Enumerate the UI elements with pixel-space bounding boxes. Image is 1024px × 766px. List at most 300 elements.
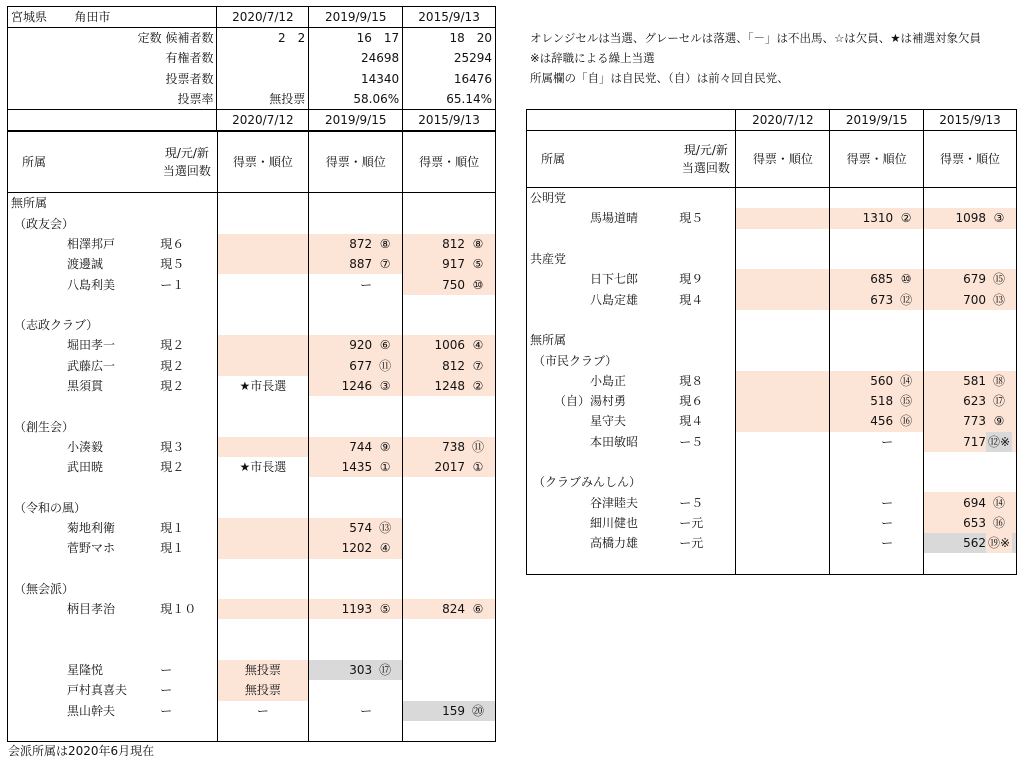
candidate-name-cell xyxy=(527,269,677,289)
candidate-status: ー５ xyxy=(676,432,736,452)
votes-rank-cell xyxy=(309,376,403,396)
votes-rank-cell xyxy=(309,437,403,457)
candidate-status: 現２ xyxy=(157,457,217,477)
votes-rank-cell xyxy=(309,254,403,274)
candidate-row xyxy=(8,254,496,274)
candidate-name-cell xyxy=(8,335,158,355)
candidate-row xyxy=(527,411,1017,431)
vote-count: 677 xyxy=(349,358,373,373)
vote-count: 700 xyxy=(963,292,986,307)
vote-count: 581 xyxy=(963,373,986,388)
candidate-name: 本田敏昭 xyxy=(590,434,639,449)
prior-party: （自） xyxy=(553,394,590,409)
result-2020 xyxy=(217,538,309,558)
footnote: 会派所属は2020年6月現在 xyxy=(8,744,155,758)
vote-count: ー xyxy=(881,515,894,530)
date-2020: 2020/7/12 xyxy=(217,7,309,28)
faction-row xyxy=(8,213,496,233)
candidate-name: 湯村勇 xyxy=(590,394,627,409)
votes-rank-cell xyxy=(403,599,496,619)
blank-row xyxy=(527,310,1017,330)
candidate-status: ー xyxy=(157,680,217,700)
summary-2015: 65.14% xyxy=(403,89,496,110)
vote-count: 694 xyxy=(963,495,986,510)
rank-mark: ⑪ xyxy=(379,358,392,373)
summary-row xyxy=(8,89,496,110)
votes-rank-cell xyxy=(403,335,496,355)
candidate-status: 現６ xyxy=(676,391,736,411)
date-2019-repeat: 2019/9/15 xyxy=(309,110,403,131)
vote-count: 917 xyxy=(442,257,465,272)
vote-count: 744 xyxy=(349,439,373,454)
summary-2019: 24698 xyxy=(309,48,403,68)
rank-mark: ⑳ xyxy=(471,703,484,718)
candidate-name-cell xyxy=(527,411,677,431)
candidate-status: 現４ xyxy=(676,289,736,309)
candidate-table-left xyxy=(7,131,496,742)
votes-rank-cell xyxy=(830,492,924,512)
result-2020: 無投票 xyxy=(217,680,309,700)
result-2020 xyxy=(736,513,830,533)
blank-row xyxy=(8,559,496,579)
rank-mark: ④ xyxy=(379,541,391,556)
votes-rank-cell xyxy=(309,274,403,294)
votes-rank-cell xyxy=(924,513,1017,533)
summary-2020 xyxy=(217,48,309,68)
votes-rank-cell xyxy=(924,208,1017,228)
candidate-name-cell xyxy=(8,660,158,680)
rank-mark: ⑱ xyxy=(992,373,1005,388)
votes-rank-cell xyxy=(403,254,496,274)
candidate-name: 八島利美 xyxy=(67,277,116,292)
votes-rank-cell xyxy=(403,518,496,538)
vote-count: 562 xyxy=(963,536,986,551)
rank-mark: ⑲※ xyxy=(986,533,1012,553)
candidate-status: 現５ xyxy=(157,254,217,274)
faction-row xyxy=(8,579,496,599)
blank-row xyxy=(527,553,1017,574)
rank-mark: ⑧ xyxy=(472,236,484,251)
vote-count: ー xyxy=(881,495,894,510)
header-votes-2020: 得票・順位 xyxy=(217,132,309,193)
group-row xyxy=(527,188,1017,209)
result-2020 xyxy=(736,492,830,512)
vote-count: 1435 xyxy=(341,460,373,475)
candidate-name-cell xyxy=(527,391,677,411)
candidate-name-cell xyxy=(8,457,158,477)
candidate-name: 柄目孝治 xyxy=(67,602,116,617)
blank-row xyxy=(8,396,496,416)
candidate-name-cell xyxy=(8,701,158,721)
rank-mark: ① xyxy=(472,460,484,475)
blank-cell xyxy=(8,640,158,660)
candidate-status: 現１ xyxy=(157,538,217,558)
candidate-status: ー５ xyxy=(676,492,736,512)
votes-rank-cell xyxy=(403,356,496,376)
vote-count: 1248 xyxy=(434,379,465,393)
result-2020 xyxy=(217,518,309,538)
candidate-status: 現４ xyxy=(676,411,736,431)
vote-count: 1202 xyxy=(341,541,373,556)
votes-rank-cell xyxy=(309,518,403,538)
candidate-name: 菊地利衛 xyxy=(67,521,116,536)
votes-rank-cell xyxy=(309,680,403,700)
votes-rank-cell xyxy=(924,371,1017,391)
votes-rank-cell xyxy=(403,680,496,700)
blank-cell xyxy=(8,721,158,742)
candidate-name-cell xyxy=(8,376,158,396)
candidate-row xyxy=(8,599,496,619)
candidate-name: 細川健也 xyxy=(590,515,639,530)
candidate-row xyxy=(527,533,1017,553)
candidate-row xyxy=(527,371,1017,391)
votes-rank-cell xyxy=(924,492,1017,512)
summary-row xyxy=(8,48,496,68)
summary-label: 定数 候補者数 xyxy=(71,28,217,49)
group-row xyxy=(527,330,1017,350)
summary-2019: 16 17 xyxy=(309,28,403,49)
vote-count: 1246 xyxy=(341,379,373,393)
votes-rank-cell xyxy=(924,391,1017,411)
candidate-status: ー元 xyxy=(676,533,736,553)
rank-mark: ⑫ xyxy=(900,292,913,307)
prefecture: 宮城県 xyxy=(8,7,72,28)
votes-rank-cell xyxy=(924,411,1017,431)
vote-count: 685 xyxy=(870,272,894,287)
blank-row xyxy=(8,721,496,742)
resign-note: ※は辞職による繰上当選 xyxy=(530,51,655,65)
result-2020 xyxy=(736,391,830,411)
vote-count: 738 xyxy=(442,439,465,454)
rank-mark: ⑩ xyxy=(472,277,484,292)
blank-cell xyxy=(8,619,158,639)
candidate-name: 相澤邦戸 xyxy=(67,236,116,251)
rank-mark: ① xyxy=(379,460,391,475)
rank-mark: ⑰ xyxy=(992,394,1005,409)
summary-2015: 16476 xyxy=(403,69,496,89)
result-2020 xyxy=(217,234,309,254)
blank-cell xyxy=(8,295,158,315)
right-date-2019: 2019/9/15 xyxy=(830,110,924,131)
votes-rank-cell xyxy=(830,289,924,309)
candidate-row xyxy=(8,437,496,457)
votes-rank-cell xyxy=(309,701,403,721)
candidate-status: 現９ xyxy=(676,269,736,289)
candidate-name-cell xyxy=(8,518,158,538)
group-row xyxy=(527,249,1017,269)
vote-count: 560 xyxy=(870,373,894,388)
votes-rank-cell xyxy=(403,457,496,477)
candidate-name: 小島正 xyxy=(590,373,627,388)
summary-2015: 18 20 xyxy=(403,28,496,49)
rank-mark: ⑥ xyxy=(379,338,391,353)
candidate-name: 黒須貫 xyxy=(67,379,104,393)
candidate-name: 馬場道晴 xyxy=(590,211,639,226)
candidate-status: 現５ xyxy=(676,208,736,228)
faction-label: （志政クラブ） xyxy=(8,315,158,335)
votes-rank-cell xyxy=(403,660,496,680)
votes-rank-cell xyxy=(403,274,496,294)
vote-count: 2017 xyxy=(434,460,465,475)
candidate-name-cell xyxy=(527,289,677,309)
votes-rank-cell xyxy=(830,371,924,391)
candidate-name-cell xyxy=(8,599,158,619)
candidate-status: 現８ xyxy=(676,371,736,391)
result-2020 xyxy=(217,335,309,355)
candidate-name: 高橋力雄 xyxy=(590,536,639,551)
group-row xyxy=(8,193,496,214)
votes-rank-cell xyxy=(309,335,403,355)
candidate-name-cell xyxy=(8,274,158,294)
rank-mark: ⑤ xyxy=(472,257,484,272)
faction-label: （無会派） xyxy=(8,579,158,599)
candidate-name: 堀田孝一 xyxy=(67,338,116,353)
candidate-row xyxy=(8,376,496,396)
summary-2019: 14340 xyxy=(309,69,403,89)
vote-count: 456 xyxy=(870,414,894,429)
blank-cell xyxy=(527,229,677,249)
candidate-status: ー１ xyxy=(157,274,217,294)
faction-row xyxy=(527,350,1017,370)
result-2020 xyxy=(217,599,309,619)
faction-label: （政友会） xyxy=(8,213,158,233)
votes-rank-cell xyxy=(309,457,403,477)
candidate-status: 現３ xyxy=(157,437,217,457)
vote-count: 653 xyxy=(963,515,986,530)
party-note: 所属欄の「自」は自民党、（自）は前々回自民党、 xyxy=(530,71,789,85)
result-2020 xyxy=(217,274,309,294)
left-results-table xyxy=(7,6,496,742)
candidate-name-cell xyxy=(8,680,158,700)
candidate-name: 谷津睦夫 xyxy=(590,495,639,510)
vote-count: 773 xyxy=(963,414,986,429)
vote-count: 673 xyxy=(870,292,894,307)
candidate-row xyxy=(8,701,496,721)
candidate-name-cell xyxy=(527,371,677,391)
summary-label: 投票率 xyxy=(71,89,217,110)
candidate-name: 武田暁 xyxy=(67,460,104,475)
rank-mark: ⑥ xyxy=(472,602,484,617)
candidate-name: 星守夫 xyxy=(590,414,627,429)
blank-row xyxy=(8,640,496,660)
header-votes-2015: 得票・順位 xyxy=(403,132,496,193)
header-votes-2019: 得票・順位 xyxy=(309,132,403,193)
vote-count: 1310 xyxy=(862,211,894,226)
rank-mark: ⑧ xyxy=(379,236,391,251)
rank-mark: ⑰ xyxy=(379,663,392,678)
vote-count: 887 xyxy=(349,257,373,272)
result-2020 xyxy=(217,356,309,376)
vote-count: 872 xyxy=(349,236,373,251)
rank-mark: ⑨ xyxy=(379,439,391,454)
vote-count: 159 xyxy=(442,703,465,718)
candidate-row xyxy=(527,432,1017,452)
blank-cell xyxy=(8,559,158,579)
result-2020 xyxy=(736,371,830,391)
right-results-table xyxy=(526,109,1017,575)
result-2020 xyxy=(736,269,830,289)
rank-mark: ⑩ xyxy=(900,272,912,287)
votes-rank-cell xyxy=(830,269,924,289)
candidate-name-cell xyxy=(527,513,677,533)
candidate-name-cell xyxy=(8,234,158,254)
candidate-row xyxy=(8,234,496,254)
candidate-name: 小湊毅 xyxy=(67,439,104,454)
vote-count: 920 xyxy=(349,338,373,353)
votes-rank-cell xyxy=(403,234,496,254)
vote-count: 623 xyxy=(963,394,986,409)
vote-count: ー xyxy=(360,277,373,292)
candidate-name: 八島定雄 xyxy=(590,292,639,307)
candidate-status: 現２ xyxy=(157,335,217,355)
right-date-2015: 2015/9/13 xyxy=(924,110,1017,131)
date-2015: 2015/9/13 xyxy=(403,7,496,28)
vote-count: 518 xyxy=(870,394,894,409)
candidate-row xyxy=(527,391,1017,411)
city: 角田市 xyxy=(71,7,217,28)
candidate-name-cell xyxy=(8,437,158,457)
right-header-votes-2020: 得票・順位 xyxy=(736,131,830,188)
header-affiliation: 所属 xyxy=(8,132,158,193)
candidate-row xyxy=(8,538,496,558)
votes-rank-cell xyxy=(830,432,924,452)
candidate-row xyxy=(8,335,496,355)
rank-mark: ② xyxy=(472,379,484,393)
candidate-name: 渡邊誠 xyxy=(67,257,104,272)
blank-cell xyxy=(8,396,158,416)
candidate-row xyxy=(8,356,496,376)
summary-2020 xyxy=(217,69,309,89)
date-2019: 2019/9/15 xyxy=(309,7,403,28)
vote-count: ー xyxy=(881,536,894,551)
result-2020 xyxy=(736,208,830,228)
candidate-name: 菅野マホ xyxy=(67,541,116,556)
rank-mark: ③ xyxy=(379,379,391,393)
blank-row xyxy=(527,229,1017,249)
candidate-status: 現２ xyxy=(157,376,217,396)
votes-rank-cell xyxy=(309,234,403,254)
candidate-name: 星隆悦 xyxy=(67,663,104,678)
blank-cell xyxy=(527,452,677,472)
faction-row xyxy=(527,472,1017,492)
rank-mark: ⑯ xyxy=(992,515,1005,530)
vote-count: 574 xyxy=(349,521,373,536)
votes-rank-cell xyxy=(403,538,496,558)
votes-rank-cell xyxy=(924,533,1017,553)
header-status: 現/元/新 当選回数 xyxy=(157,132,217,193)
candidate-status: ー xyxy=(157,660,217,680)
votes-rank-cell xyxy=(830,533,924,553)
candidate-status: ー元 xyxy=(676,513,736,533)
votes-rank-cell xyxy=(830,391,924,411)
candidate-name: 戸村真喜夫 xyxy=(67,683,128,698)
rank-mark: ⑮ xyxy=(900,394,913,409)
result-2020: ★市長選 xyxy=(217,376,309,396)
votes-rank-cell xyxy=(403,437,496,457)
votes-rank-cell xyxy=(830,513,924,533)
candidate-name-cell xyxy=(8,356,158,376)
vote-count: 1098 xyxy=(955,211,986,226)
date-2020-repeat: 2020/7/12 xyxy=(217,110,309,131)
result-2020: 無投票 xyxy=(217,660,309,680)
faction-row xyxy=(8,498,496,518)
result-2020: ★市長選 xyxy=(217,457,309,477)
vote-count: 1193 xyxy=(341,602,373,617)
rank-mark: ③ xyxy=(993,211,1005,226)
rank-mark: ④ xyxy=(472,338,484,353)
vote-count: 824 xyxy=(442,602,465,617)
candidate-row xyxy=(8,457,496,477)
rank-mark: ⑭ xyxy=(992,495,1005,510)
blank-row xyxy=(527,452,1017,472)
votes-rank-cell xyxy=(309,356,403,376)
candidate-status: 現２ xyxy=(157,356,217,376)
candidate-name-cell xyxy=(8,538,158,558)
vote-count: 679 xyxy=(963,272,986,287)
blank-cell xyxy=(527,310,677,330)
date-2015-repeat: 2015/9/13 xyxy=(403,110,496,131)
candidate-row xyxy=(527,289,1017,309)
blank-row xyxy=(8,619,496,639)
vote-count: 303 xyxy=(349,663,373,678)
votes-rank-cell xyxy=(924,432,1017,452)
vote-count: 717 xyxy=(963,434,986,449)
candidate-row xyxy=(8,680,496,700)
candidate-status: 現１ xyxy=(157,518,217,538)
votes-rank-cell xyxy=(924,269,1017,289)
faction-label: （令和の風） xyxy=(8,498,158,518)
result-2020 xyxy=(217,254,309,274)
votes-rank-cell xyxy=(924,289,1017,309)
candidate-name-cell xyxy=(527,432,677,452)
blank-row xyxy=(8,477,496,497)
candidate-row xyxy=(8,660,496,680)
right-header-votes-2015: 得票・順位 xyxy=(924,131,1017,188)
candidate-status: 現１０ xyxy=(157,599,217,619)
rank-mark: ⑫※ xyxy=(986,432,1012,452)
right-date-2020: 2020/7/12 xyxy=(736,110,830,131)
candidate-row xyxy=(8,274,496,294)
rank-mark: ⑨ xyxy=(993,414,1005,429)
group-label: 共産党 xyxy=(527,249,677,269)
summary-2019: 58.06% xyxy=(309,89,403,110)
summary-table xyxy=(7,6,496,131)
blank-row xyxy=(8,295,496,315)
rank-mark: ⑤ xyxy=(379,602,391,617)
candidate-name-cell xyxy=(527,492,677,512)
vote-count: ー xyxy=(881,434,894,449)
result-2020 xyxy=(736,533,830,553)
rank-mark: ⑦ xyxy=(379,257,391,272)
votes-rank-cell xyxy=(830,208,924,228)
candidate-name: 日下七郎 xyxy=(590,272,639,287)
summary-2020: 無投票 xyxy=(217,89,309,110)
summary-label: 投票者数 xyxy=(71,69,217,89)
votes-rank-cell xyxy=(309,660,403,680)
candidate-table-right xyxy=(526,109,1017,575)
vote-count: 1006 xyxy=(434,338,465,353)
votes-rank-cell xyxy=(309,538,403,558)
faction-label: （市民クラブ） xyxy=(527,350,677,370)
candidate-name: 武藤広一 xyxy=(67,358,116,373)
summary-2020: 2 2 xyxy=(217,28,309,49)
faction-label: （クラブみんしん） xyxy=(527,472,677,492)
candidate-row xyxy=(527,492,1017,512)
votes-rank-cell xyxy=(403,701,496,721)
result-2020: ー xyxy=(217,701,309,721)
votes-rank-cell xyxy=(309,599,403,619)
vote-count: 812 xyxy=(442,236,465,251)
